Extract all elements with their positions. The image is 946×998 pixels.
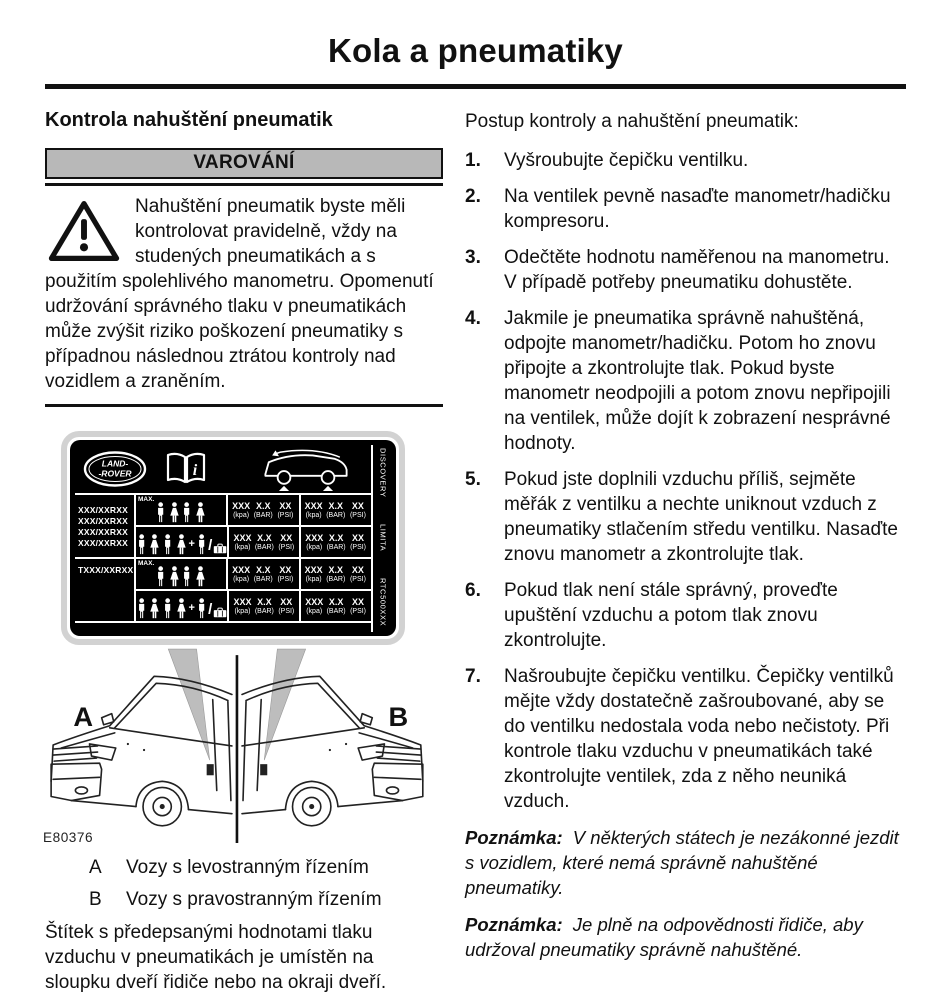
- plus-sign: +: [188, 538, 195, 550]
- pressure-unit: (kpa): [234, 608, 251, 615]
- notes: [465, 825, 906, 962]
- pressure-unit: (PSI): [350, 544, 367, 551]
- caption-key: A: [89, 857, 102, 878]
- person-woman-icon: [194, 566, 207, 587]
- pressure-unit: (kpa): [234, 544, 251, 551]
- pressure-values: [230, 501, 297, 511]
- label-subrows: [134, 495, 371, 557]
- occupants-cell: [136, 527, 227, 557]
- person-woman-icon: [168, 566, 181, 587]
- pressure-values: [231, 597, 297, 607]
- person-woman-icon: [168, 502, 181, 523]
- pressure-value: X.X: [257, 597, 272, 607]
- pressure-value: XX: [279, 565, 292, 575]
- label-header: [75, 445, 371, 495]
- pressure-cell: [299, 559, 372, 589]
- vehicle-b-label: B: [388, 700, 409, 732]
- tire-size-text: XXX/XXRXX: [78, 515, 128, 526]
- pressure-value: XXX: [233, 533, 252, 543]
- tire-size-text: TXXX/XXRXX: [78, 565, 134, 575]
- luggage-icon: [213, 607, 227, 618]
- label-side-strip: [371, 445, 393, 632]
- pressure-unit: (kpa): [305, 512, 322, 519]
- label-subrow: [136, 525, 371, 557]
- tyre-pressure-label: [61, 431, 405, 645]
- tire-size-text: XXX/XXRXX: [78, 537, 128, 548]
- pressure-unit: (PSI): [278, 544, 295, 551]
- caption-text: Vozy s levostranným řízením: [126, 857, 369, 878]
- step-text: Odečtěte hodnotu naměřenou na manometru. V případě potřeby pneumatiku dohustěte.: [504, 247, 890, 293]
- step-item: [465, 578, 906, 653]
- land-rover-logo: [75, 449, 155, 489]
- step-number: 2.: [465, 186, 481, 207]
- pressure-value: XX: [280, 597, 293, 607]
- step-text: Jakmile je pneumatika správně nahuštěná, odpojte manometr/hadičku. Potom ho znovu připojte a zkontrolujte tlak. Pokud byste manometr neodpojili a potom znovu nepřipojili na ventilek, může dojít k zobrazení nesprávné hodnoty.: [504, 308, 891, 454]
- pressure-value: XX: [352, 597, 365, 607]
- tire-size-cell: [75, 495, 134, 557]
- svg-text:i: i: [192, 462, 198, 479]
- pressure-cell: [299, 527, 371, 557]
- pressure-values: [303, 597, 369, 607]
- pressure-value: XXX: [232, 501, 251, 511]
- slash-sign: /: [208, 537, 213, 554]
- pressure-value: XX: [351, 501, 364, 511]
- pressure-units: [303, 608, 369, 615]
- person-man-icon: [181, 502, 192, 523]
- pressure-value: X.X: [255, 501, 271, 511]
- pressure-unit: (kpa): [306, 608, 323, 615]
- person-man-icon: [136, 598, 147, 619]
- tyre-pressure-label-inner: [70, 440, 396, 636]
- left-column: [45, 107, 443, 995]
- pressure-value: XX: [352, 533, 365, 543]
- pressure-value: XXX: [305, 533, 324, 543]
- label-subrow: [136, 495, 371, 525]
- figure-captions: [89, 855, 443, 912]
- label-rows: [75, 495, 371, 623]
- pressure-unit: (kpa): [305, 576, 322, 583]
- label-subrow: [136, 559, 371, 589]
- pressure-unit: (PSI): [349, 576, 366, 583]
- person-woman-icon: [175, 598, 188, 619]
- tire-size-text: XXX/XXRXX: [78, 526, 128, 537]
- warning-text-content: Nahuštění pneumatik byste měli kontrolovat pravidelně, vždy na studených pneumatikách a s použitím spolehlivého manometru. Opomenutí udržování správného tlaku v pneumatikách může zvýšit riziko poškození pneumatiky s případnou následnou ztrátou kontroly nad vozidlem a zraněním.: [45, 196, 434, 392]
- note-lead: Poznámka:: [465, 827, 563, 848]
- pressure-value: XXX: [232, 565, 251, 575]
- person-man-icon: [155, 502, 166, 523]
- tire-size-text: XXX/XXRXX: [78, 504, 128, 515]
- pressure-unit: (BAR): [254, 544, 274, 551]
- person-man-icon: [136, 534, 147, 555]
- label-side-text: LIMITA: [378, 524, 388, 552]
- pressure-unit: (kpa): [233, 512, 250, 519]
- person-woman-icon: [148, 534, 161, 555]
- person-man-icon: [162, 598, 173, 619]
- pressure-value: X.X: [328, 533, 344, 543]
- handbook-info-icon: [155, 451, 217, 487]
- pressure-units: [231, 544, 297, 551]
- pressure-units: [303, 512, 370, 519]
- label-bottom-blank: [75, 623, 371, 632]
- step-number: 3.: [465, 247, 481, 268]
- label-main: [75, 445, 371, 632]
- pointer-wedge-right: [264, 649, 305, 760]
- steps-list: [465, 148, 906, 814]
- pressure-value: X.X: [257, 533, 272, 543]
- pressure-cell: [299, 495, 372, 525]
- pressure-unit: (BAR): [326, 512, 346, 519]
- svg-text:-ROVER: -ROVER: [98, 468, 132, 479]
- pressure-cell: [299, 591, 371, 621]
- step-number: 7.: [465, 666, 481, 687]
- occupants-cell: [136, 591, 227, 621]
- figure-code: E80376: [43, 829, 94, 845]
- step-item: [465, 306, 906, 456]
- pressure-unit: (PSI): [277, 512, 294, 519]
- note-paragraph: Poznámka: V některých státech je nezákonné jezdit s vozidlem, které nemá správně nahuštěné pneumatiky.: [465, 827, 899, 898]
- person-man-icon: [196, 598, 207, 619]
- caption-key: B: [89, 889, 102, 910]
- vehicle-a-label: A: [73, 700, 94, 732]
- pressure-value: XXX: [233, 597, 252, 607]
- pressure-unit: (BAR): [326, 576, 346, 583]
- label-group: [75, 559, 371, 623]
- plus-sign: +: [188, 602, 195, 614]
- person-man-icon: [162, 534, 173, 555]
- pressure-unit: (PSI): [278, 608, 295, 615]
- pressure-unit: (BAR): [254, 608, 274, 615]
- pressure-unit: (PSI): [349, 512, 366, 519]
- pressure-unit: (PSI): [277, 576, 294, 583]
- vehicle-lift-icon: [217, 447, 371, 491]
- pressure-cell: [226, 495, 299, 525]
- right-column: [465, 107, 906, 995]
- pressure-value: XXX: [304, 501, 323, 511]
- label-side-text: RTC500XXX: [378, 577, 388, 626]
- step-number: 6.: [465, 580, 481, 601]
- pressure-value: XXX: [305, 597, 324, 607]
- label-subrows: [134, 559, 371, 621]
- svg-text:LAND-: LAND-: [101, 458, 129, 469]
- pressure-units: [303, 576, 370, 583]
- max-label: MAX.: [138, 560, 155, 567]
- pressure-values: [303, 533, 369, 543]
- warning-text: [45, 186, 443, 400]
- step-number: 4.: [465, 308, 481, 329]
- warning-triangle-icon: [47, 198, 121, 264]
- warning-rule-bottom: [45, 404, 443, 407]
- label-subrow: [136, 589, 371, 621]
- occupants-cell: [136, 559, 226, 589]
- pressure-units: [231, 608, 297, 615]
- note-lead: Poznámka:: [465, 914, 563, 935]
- pressure-value: XX: [280, 533, 293, 543]
- pressure-cell: [227, 527, 299, 557]
- pressure-values: [231, 533, 297, 543]
- page-title: Kola a pneumatiky: [328, 32, 623, 69]
- pressure-unit: (kpa): [306, 544, 323, 551]
- person-woman-icon: [148, 598, 161, 619]
- note-paragraph: Poznámka: Je plně na odpovědnosti řidiče, aby udržoval pneumatiky správně nahuštěné.: [465, 914, 863, 960]
- caption-row: [89, 887, 443, 912]
- label-group: [75, 495, 371, 559]
- warning-title: VAROVÁNÍ: [45, 148, 443, 179]
- pressure-cell: [226, 559, 299, 589]
- pressure-value: XXX: [304, 565, 323, 575]
- pressure-unit: (PSI): [350, 608, 367, 615]
- pressure-units: [303, 544, 369, 551]
- title-divider: [45, 84, 906, 89]
- slash-sign: /: [208, 601, 213, 618]
- step-item: [465, 664, 906, 814]
- procedure-intro: Postup kontroly a nahuštění pneumatik:: [465, 111, 799, 132]
- pressure-values: [303, 501, 370, 511]
- step-text: Našroubujte čepičku ventilku. Čepičky ventilků mějte vždy dostatečně zašroubované, aby se do ventilku nedostala voda nebo nečistoty. Při kontrole tlaku vzduchu v pneumatikách také zkontrolujte ventilek, zda z něho neuniká vzduch.: [504, 666, 894, 812]
- pointer-wedge-left: [168, 649, 209, 760]
- pressure-value: XX: [351, 565, 364, 575]
- pressure-value: XX: [279, 501, 292, 511]
- pressure-cell: [227, 591, 299, 621]
- occupants-cell: [136, 495, 226, 525]
- person-woman-icon: [194, 502, 207, 523]
- pressure-value: X.X: [328, 597, 344, 607]
- caption-row: [89, 855, 443, 880]
- pressure-units: [230, 576, 297, 583]
- person-woman-icon: [175, 534, 188, 555]
- pressure-unit: (BAR): [326, 544, 346, 551]
- pressure-value: X.X: [328, 565, 344, 575]
- pressure-value: X.X: [255, 565, 271, 575]
- pressure-unit: (BAR): [326, 608, 346, 615]
- pressure-unit: (BAR): [253, 576, 273, 583]
- section-heading: Kontrola nahuštění pneumatik: [45, 109, 333, 131]
- step-item: [465, 148, 906, 173]
- person-man-icon: [181, 566, 192, 587]
- person-man-icon: [155, 566, 166, 587]
- step-item: [465, 467, 906, 567]
- pressure-value: X.X: [328, 501, 344, 511]
- label-side-text: DISCOVERY: [378, 448, 388, 498]
- caption-text: Vozy s pravostranným řízením: [126, 889, 382, 910]
- step-text: Na ventilek pevně nasaďte manometr/hadičku kompresoru.: [504, 186, 891, 232]
- tire-size-cell: [75, 559, 134, 621]
- pressure-units: [230, 512, 297, 519]
- pressure-values: [230, 565, 297, 575]
- two-column-layout: [45, 107, 906, 995]
- step-item: [465, 184, 906, 234]
- vehicles-illustration: [39, 647, 443, 849]
- step-text: Pokud tlak není stále správný, proveďte upuštění vzduchu a potom tlak znovu zkontrolujte.: [504, 580, 838, 651]
- step-number: 5.: [465, 469, 481, 490]
- person-man-icon: [196, 534, 207, 555]
- warning-box: [45, 148, 443, 407]
- pressure-values: [303, 565, 370, 575]
- max-label: MAX.: [138, 496, 155, 503]
- step-text: Pokud jste doplnili vzduchu příliš, sejměte měřák z ventilku a nechte uniknout vzduch z pneumatiky stlačením středu ventilku. Nasaďte znovu manometr a zkontrolujte tlak.: [504, 469, 898, 565]
- step-text: Vyšroubujte čepičku ventilku.: [504, 150, 749, 171]
- step-item: [465, 245, 906, 295]
- pressure-unit: (BAR): [253, 512, 273, 519]
- luggage-icon: [213, 543, 227, 554]
- step-number: 1.: [465, 150, 481, 171]
- pressure-unit: (kpa): [233, 576, 250, 583]
- label-location-text: Štítek s předepsanými hodnotami tlaku vzduchu v pneumatikách je umístěn na sloupku dveří řidiče nebo na okraji dveří.: [45, 922, 387, 993]
